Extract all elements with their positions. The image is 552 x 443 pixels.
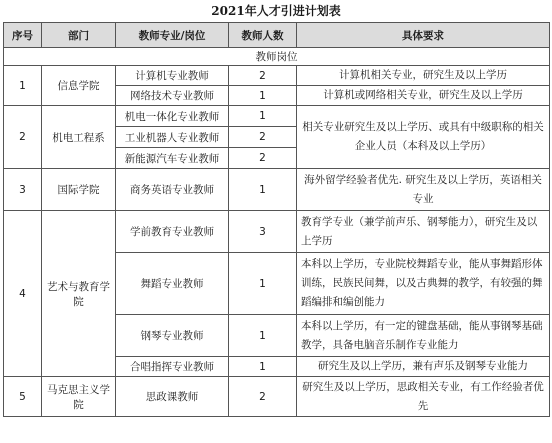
section-label: 教师岗位	[4, 48, 550, 66]
header-no: 序号	[4, 23, 42, 48]
page-title: 2021年人才引进计划表	[211, 4, 341, 18]
requirement-cell: 计算机或网络相关专业，研究生及以上学历	[297, 86, 550, 106]
table-row	[4, 106, 550, 127]
table-row	[4, 211, 550, 253]
row-number: 5	[4, 377, 42, 417]
post-cell: 舞蹈专业教师	[116, 253, 229, 315]
post-cell: 商务英语专业教师	[116, 169, 229, 211]
count-cell: 1	[229, 315, 297, 357]
count-cell: 1	[229, 106, 297, 127]
count-cell: 2	[229, 148, 297, 169]
post-cell: 机电一体化专业教师	[116, 106, 229, 127]
count-cell: 2	[229, 66, 297, 86]
section-row	[4, 48, 550, 66]
count-cell: 3	[229, 211, 297, 253]
table-row	[4, 377, 550, 417]
count-cell: 1	[229, 253, 297, 315]
requirement-cell: 本科以上学历，有一定的键盘基础，能从事钢琴基础教学，具备电脑音乐制作专业能力	[297, 315, 550, 357]
department-cell: 国际学院	[42, 169, 116, 211]
requirement-cell: 本科以上学历，专业院校舞蹈专业，能从事舞蹈形体训练，民族民间舞，以及古典舞的教学，有较强的舞蹈编排和编创能力	[297, 253, 550, 315]
header-requirements: 具体要求	[297, 23, 550, 48]
post-cell: 计算机专业教师	[116, 66, 229, 86]
header-row	[4, 23, 550, 48]
recruitment-plan-table	[3, 22, 550, 417]
post-cell: 新能源汽车专业教师	[116, 148, 229, 169]
department-cell: 马克思主义学院	[42, 377, 116, 417]
count-cell: 1	[229, 169, 297, 211]
row-number: 3	[4, 169, 42, 211]
post-cell: 工业机器人专业教师	[116, 127, 229, 148]
count-cell: 2	[229, 127, 297, 148]
post-cell: 网络技术专业教师	[116, 86, 229, 106]
department-cell: 机电工程系	[42, 106, 116, 169]
post-cell: 思政课教师	[116, 377, 229, 417]
requirement-cell: 计算机相关专业，研究生及以上学历	[297, 66, 550, 86]
department-cell: 信息学院	[42, 66, 116, 106]
requirement-cell: 相关专业研究生及以上学历、或具有中级职称的相关企业人员（本科及以上学历）	[297, 106, 550, 169]
header-dept: 部门	[42, 23, 116, 48]
requirement-cell: 研究生及以上学历，思政相关专业，有工作经验者优先	[297, 377, 550, 417]
count-cell: 1	[229, 357, 297, 377]
post-cell: 合唱指挥专业教师	[116, 357, 229, 377]
department-cell: 艺术与教育学院	[42, 211, 116, 377]
header-count: 教师人数	[229, 23, 297, 48]
count-cell: 2	[229, 377, 297, 417]
row-number: 2	[4, 106, 42, 169]
count-cell: 1	[229, 86, 297, 106]
row-number: 4	[4, 211, 42, 377]
table-row	[4, 169, 550, 211]
post-cell: 钢琴专业教师	[116, 315, 229, 357]
requirement-cell: 研究生及以上学历，兼有声乐及钢琴专业能力	[297, 357, 550, 377]
requirement-cell: 海外留学经验者优先. 研究生及以上学历，英语相关专业	[297, 169, 550, 211]
post-cell: 学前教育专业教师	[116, 211, 229, 253]
header-post: 教师专业/岗位	[116, 23, 229, 48]
row-number: 1	[4, 66, 42, 106]
requirement-cell: 教育学专业（兼学前声乐、钢琴能力），研究生及以上学历	[297, 211, 550, 253]
table-row	[4, 66, 550, 86]
